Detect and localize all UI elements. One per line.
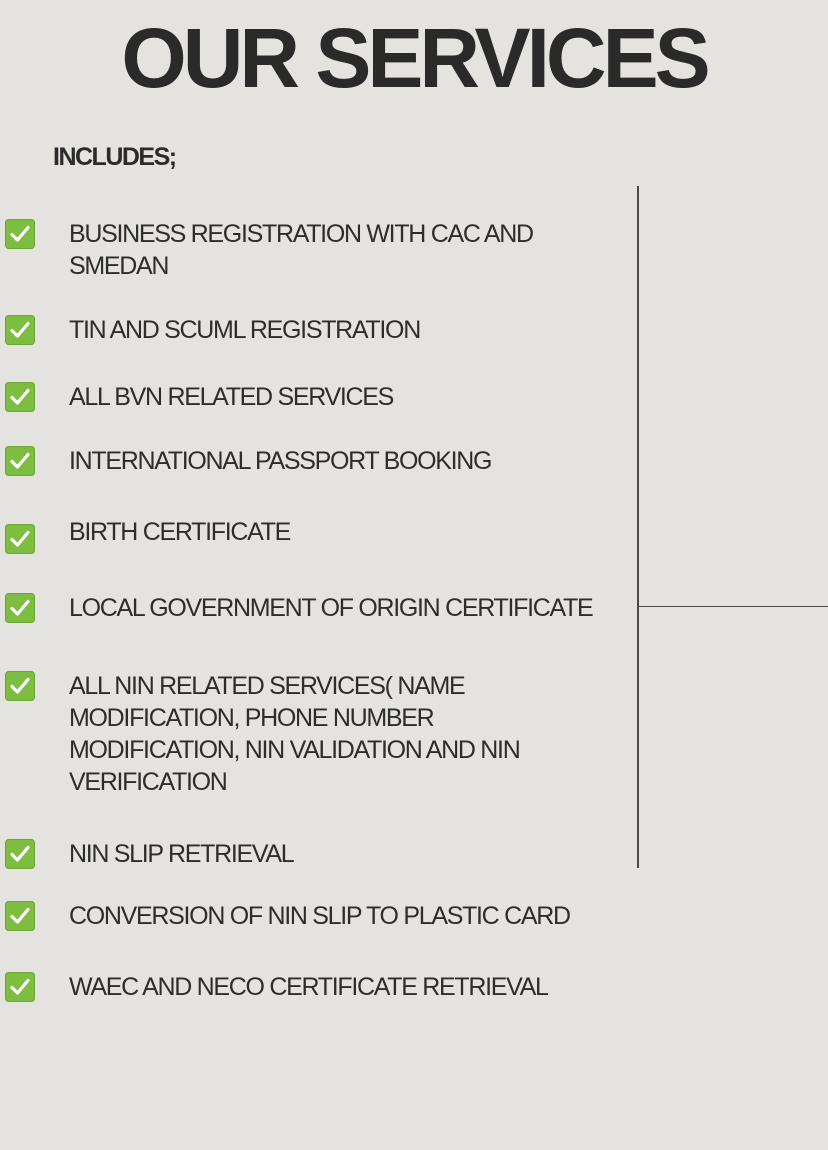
service-label: CONVERSION OF NIN SLIP TO PLASTIC CARD (69, 902, 570, 930)
service-label: INTERNATIONAL PASSPORT BOOKING (69, 447, 492, 475)
check-mark-icon (5, 219, 35, 249)
page-title: OUR SERVICES (121, 11, 707, 105)
check-mark-icon (5, 446, 35, 476)
horizontal-divider (638, 606, 828, 607)
check-mark-icon (5, 382, 35, 412)
check-mark-icon (5, 839, 35, 869)
check-mark-icon (5, 524, 35, 554)
check-mark-icon (5, 671, 35, 701)
service-label: NIN SLIP RETRIEVAL (69, 840, 294, 868)
check-mark-icon (5, 315, 35, 345)
check-mark-icon (5, 972, 35, 1002)
check-mark-icon (5, 593, 35, 623)
service-label: ALL NIN RELATED SERVICES( NAME MODIFICATION, PHONE NUMBER MODIFICATION, NIN VALIDATION AND NIN VERIFICATION (69, 672, 520, 796)
service-label: BUSINESS REGISTRATION WITH CAC AND SMEDAN (69, 220, 533, 280)
service-label: TIN AND SCUML REGISTRATION (69, 316, 420, 344)
includes-heading: INCLUDES; (53, 143, 176, 171)
vertical-divider (637, 186, 639, 868)
service-label: LOCAL GOVERNMENT OF ORIGIN CERTIFICATE (69, 594, 593, 622)
service-label: ALL BVN RELATED SERVICES (69, 383, 394, 411)
service-label: BIRTH CERTIFICATE (69, 518, 290, 546)
service-label: WAEC AND NECO CERTIFICATE RETRIEVAL (69, 973, 548, 1001)
check-mark-icon (5, 901, 35, 931)
